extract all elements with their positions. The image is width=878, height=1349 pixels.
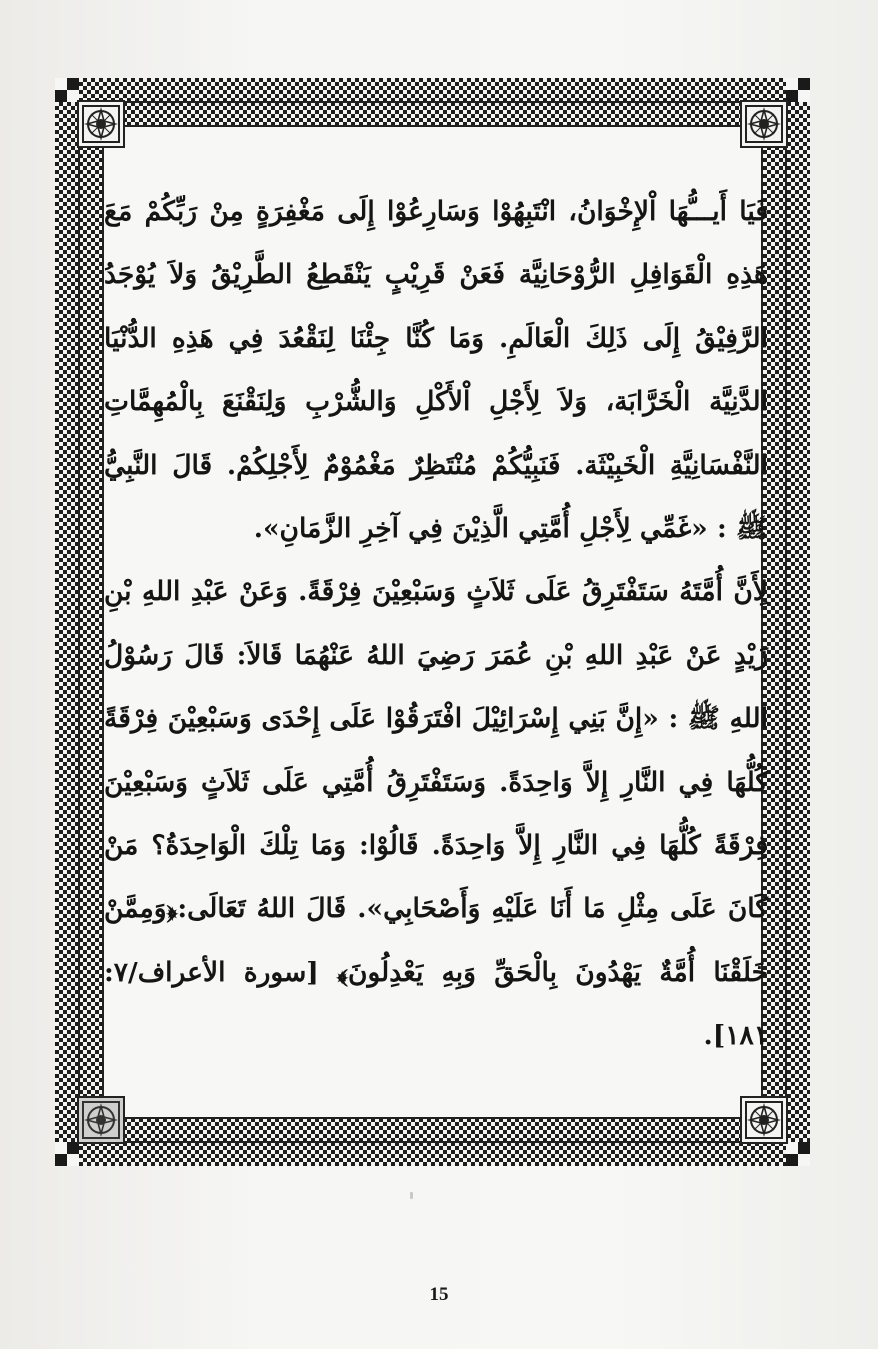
- ornament-rosette-icon: [740, 1096, 788, 1144]
- paper-speck: [410, 1192, 413, 1199]
- ornament-rosette-icon: [77, 100, 125, 148]
- body-text: [104, 180, 768, 1068]
- page-number: 15: [429, 1284, 449, 1305]
- ornament-rosette-icon: [740, 100, 788, 148]
- ornament-rosette-icon: [77, 1096, 125, 1144]
- paragraph: لِأَنَّ أُمَّتَهُ سَتَفْتَرِقُ عَلَى ثَلاَثٍ وَسَبْعِيْنَ فِرْقَةً. وَعَنْ عَبْدِ اللهِ بْنِ زَيْدٍ عَنْ عَبْدِ اللهِ بْنِ عُمَرَ رَضِيَ اللهُ عَنْهُمَا قَالاَ: قَالَ رَسُوْلُ اللهِ ﷺ : «إِنَّ بَنِي إِسْرَائِيْلَ افْتَرَقُوْا عَلَى إِحْدَى وَسَبْعِيْنَ فِرْقَةً كُلُّهَا فِي النَّارِ إِلاَّ وَاحِدَةً. وَسَتَفْتَرِقُ أُمَّتِي عَلَى ثَلاَثٍ وَسَبْعِيْنَ فِرْقَةً كُلُّهَا فِي النَّارِ إِلاَّ وَاحِدَةً. قَالُوْا: وَمَا تِلْكَ الْوَاحِدَةُ؟ مَنْ كَانَ عَلَى مِثْلِ مَا أَنَا عَلَيْهِ وَأَصْحَابِي». قَالَ اللهُ تَعَالَى:﴿وَمِمَّنْ خَلَقْنَا أُمَّةٌ يَهْدُونَ بِالْحَقِّ وَبِهِ يَعْدِلُونَ﴾ [سورة الأعراف/٧: ١٨١].: [104, 576, 768, 1052]
- paragraph: فَيَا أَيـــُّهَا اْلإِخْوَانُ، انْتَبِهُوْا وَسَارِعُوْا إِلَى مَغْفِرَةٍ مِنْ رَبِّكُمْ مَعَ هَذِهِ الْقَوَافِلِ الرُّوْحَانِيَّة فَعَنْ قَرِيْبٍ يَنْقَطِعُ الطَّرِيْقُ وَلاَ يُوْجَدُ الرَّفِيْقُ إِلَى ذَلِكَ الْعَالَمِ. وَمَا كُنَّا جِئْنَا لِنَقْعُدَ فِي هَذِهِ الدُّنْيَا الدَّنِيَّة الْخَرَّابَة، وَلاَ لِأَجْلِ اْلأَكْلِ وَالشُّرْبِ وَلِنَقْنَعَ بِالْمُهِمَّاتِ النَّفْسَانِيَّةِ الْخَبِيْثَة. فَنَبِيُّكُمْ مُنْتَظِرٌ مَغْمُوْمٌ لِأَجْلِكُمْ. قَالَ النَّبِيُّ ﷺ : «غَمِّي لِأَجْلِ أُمَّتِي الَّذِيْنَ فِي آخِرِ الزَّمَانِ».: [104, 196, 768, 545]
